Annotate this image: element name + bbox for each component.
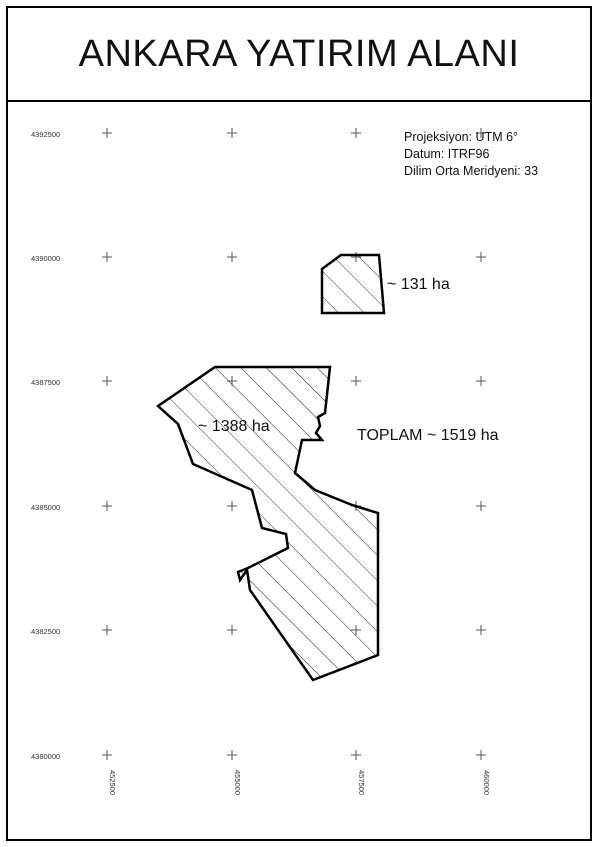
grid-cross-marker: [102, 252, 112, 262]
grid-cross-marker: [351, 750, 361, 760]
easting-label: 457500: [357, 770, 366, 796]
datum-text: Datum: ITRF96: [404, 147, 490, 161]
grid-cross-marker: [476, 750, 486, 760]
northing-label: 4382500: [31, 627, 61, 636]
northing-label: 4380000: [31, 752, 61, 761]
grid-cross-marker: [102, 750, 112, 760]
grid-cross-marker: [476, 252, 486, 262]
grid-cross-marker: [102, 501, 112, 511]
small-parcel: [322, 255, 384, 313]
large-parcel: [158, 367, 378, 680]
grid-cross-marker: [476, 376, 486, 386]
northing-labels: [31, 130, 60, 761]
grid-cross-marker: [351, 376, 361, 386]
grid-cross-marker: [102, 376, 112, 386]
northing-label: 4387500: [31, 378, 61, 387]
grid-cross-marker: [351, 128, 361, 138]
grid-cross-marker: [227, 128, 237, 138]
grid-cross-marker: [227, 625, 237, 635]
easting-labels: [108, 770, 491, 795]
map-title: ANKARA YATIRIM ALANI: [78, 32, 520, 75]
projection-text: Projeksiyon: UTM 6°: [404, 130, 519, 144]
grid-cross-marker: [102, 128, 112, 138]
easting-label: 452500: [108, 770, 117, 796]
easting-label: 455000: [233, 770, 242, 796]
grid-cross-marker: [227, 750, 237, 760]
large-parcel-area-label: ~ 1388 ha: [198, 418, 270, 435]
total-area-label: TOPLAM ~ 1519 ha: [357, 427, 499, 444]
easting-label: 460000: [482, 770, 491, 796]
grid-cross-marker: [476, 625, 486, 635]
northing-label: 4390000: [31, 254, 61, 263]
northing-label: 4392500: [31, 130, 61, 139]
grid-cross-marker: [102, 625, 112, 635]
grid-cross-marker: [476, 501, 486, 511]
meridian-text: Dilim Orta Meridyeni: 33: [404, 164, 539, 178]
small-parcel-area-label: ~ 131 ha: [387, 276, 450, 293]
grid-cross-marker: [227, 501, 237, 511]
grid-cross-marker: [227, 252, 237, 262]
projection-info: [404, 130, 538, 178]
northing-label: 4385000: [31, 503, 61, 512]
